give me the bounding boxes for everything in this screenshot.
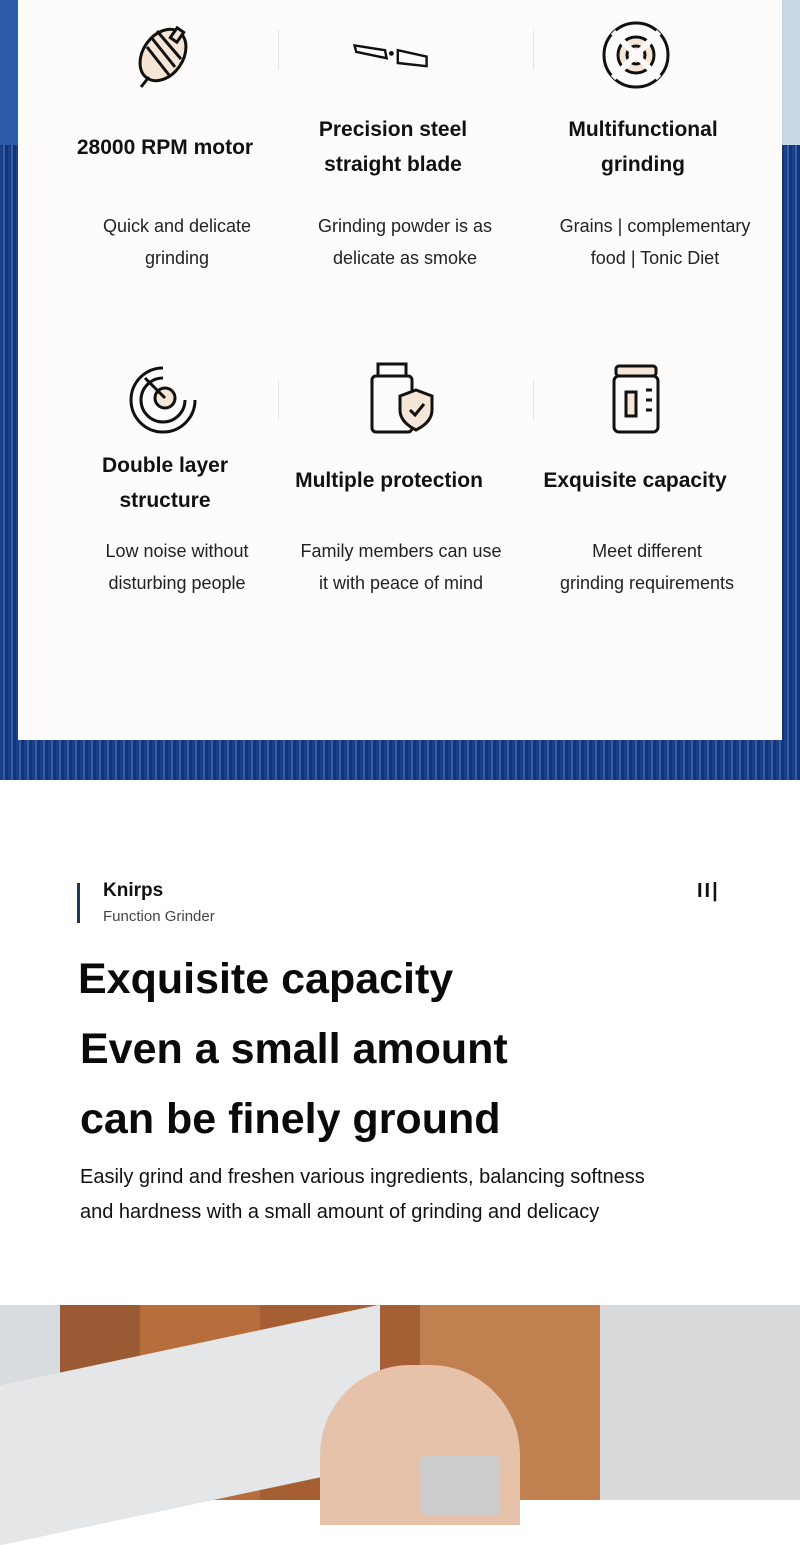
- feature-description: [52, 210, 302, 274]
- divider: [533, 30, 534, 70]
- feature-title-line: Multiple protection: [295, 469, 483, 492]
- multifunction-icon: [596, 15, 676, 95]
- headline-line-3: can be finely ground: [80, 1095, 501, 1143]
- feature-description: [280, 210, 530, 274]
- headline-line-1: Exquisite capacity: [78, 955, 454, 1003]
- feature-title-line: Precision steel: [318, 118, 468, 141]
- feature-description: [522, 535, 772, 599]
- divider: [278, 30, 279, 70]
- motor-icon: [123, 15, 203, 95]
- divider: [278, 380, 279, 420]
- feature-title: [40, 130, 290, 165]
- feature-title: [40, 448, 290, 518]
- feature-title-line: Multifunctional: [568, 118, 718, 141]
- feature-description-line: disturbing people: [108, 573, 246, 593]
- feature-description-line: Quick and delicate: [102, 216, 252, 236]
- headline-line-2: Even a small amount: [80, 1025, 508, 1073]
- feature-title: [264, 463, 514, 498]
- feature-title-line: straight blade: [324, 153, 462, 176]
- product-photo: [0, 1305, 800, 1500]
- double-layer-icon: [123, 360, 203, 440]
- feature-title-line: Exquisite capacity: [543, 469, 727, 492]
- blade-icon: [353, 15, 433, 95]
- feature-title-line: structure: [119, 489, 211, 512]
- feature-description-line: Grinding powder is as: [317, 216, 493, 236]
- divider: [533, 380, 534, 420]
- feature-description-line: food | Tonic Diet: [590, 248, 720, 268]
- features-card: [18, 0, 782, 740]
- feature-description: [276, 535, 526, 599]
- feature-description-line: it with peace of mind: [318, 573, 484, 593]
- feature-description-line: Family members can use: [300, 541, 502, 561]
- description-text: Easily grind and freshen various ingredients, balancing softness and hardness with a small amount of grinding and delicacy: [80, 1166, 645, 1223]
- feature-title-line: 28000 RPM motor: [76, 136, 254, 159]
- feature-title: [268, 112, 518, 182]
- protection-shield-icon: [368, 360, 448, 440]
- feature-description-line: grinding requirements: [559, 573, 735, 593]
- feature-description-line: grinding: [144, 248, 210, 268]
- feature-title: [510, 463, 760, 498]
- feature-title-line: grinding: [601, 153, 685, 176]
- feature-title: [518, 112, 768, 182]
- capacity-icon: [596, 360, 676, 440]
- feature-description-line: Grains | complementary: [559, 216, 751, 236]
- feature-description: [530, 210, 780, 274]
- feature-description-line: Meet different: [592, 541, 702, 561]
- brand-subtitle: Function Grinder: [103, 908, 215, 925]
- brand-accent-bar: [77, 883, 80, 923]
- feature-description: [52, 535, 302, 599]
- feature-description-line: delicate as smoke: [332, 248, 478, 268]
- brand-name: Knirps: [103, 880, 164, 901]
- feature-title-line: Double layer: [101, 454, 229, 477]
- feature-description-line: Low noise without: [105, 541, 249, 561]
- menu-icon: II|: [697, 880, 720, 902]
